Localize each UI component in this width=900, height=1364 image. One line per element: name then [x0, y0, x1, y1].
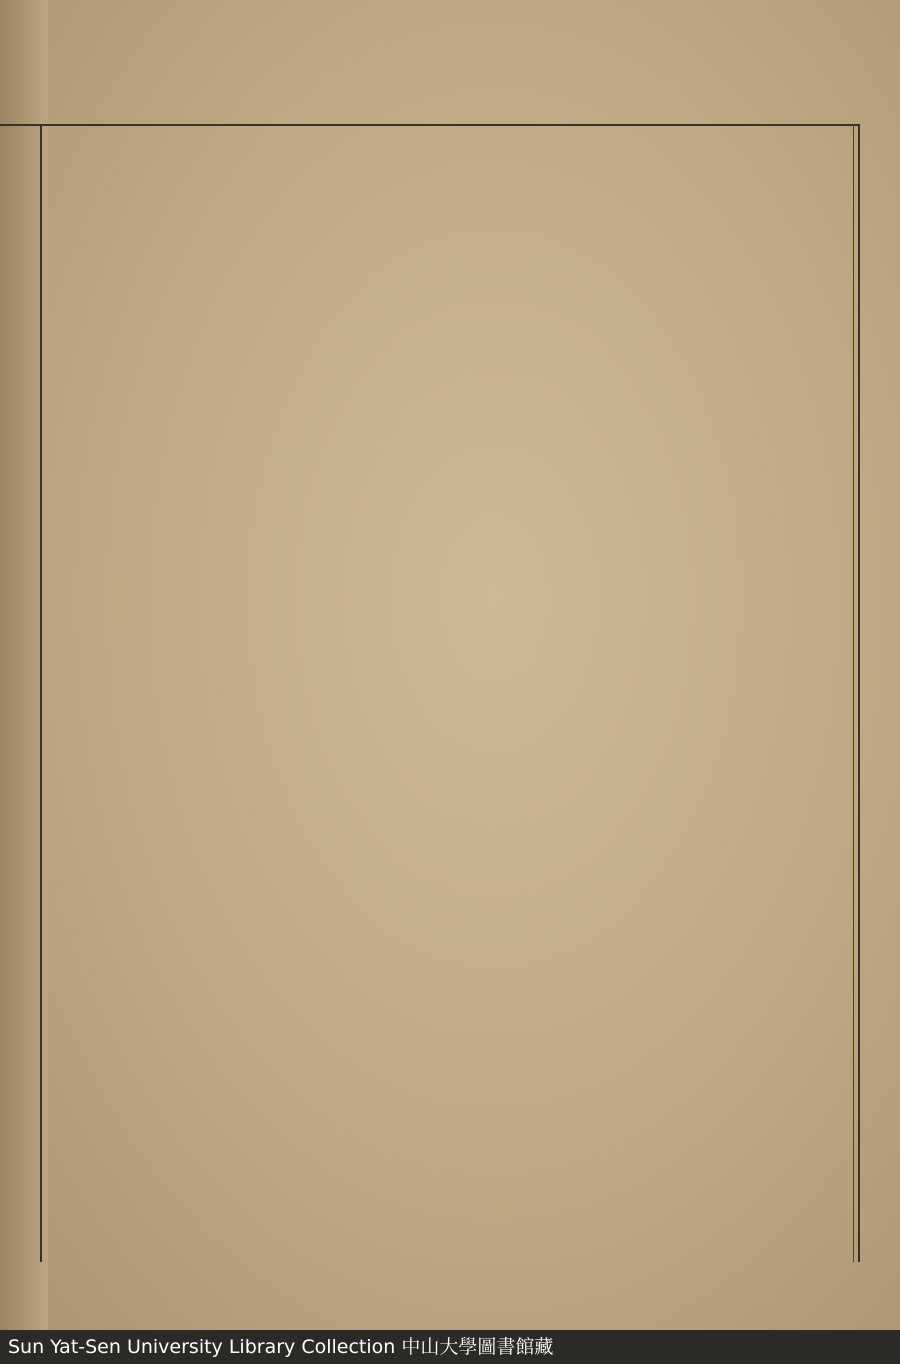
marginal-band	[0, 124, 42, 1262]
frame-inner-rule	[853, 124, 854, 1262]
frame-right-rule	[858, 124, 860, 1262]
frame-top-rule	[0, 124, 860, 126]
collection-caption: Sun Yat-Sen University Library Collection 中山大學圖書館藏	[0, 1330, 900, 1364]
